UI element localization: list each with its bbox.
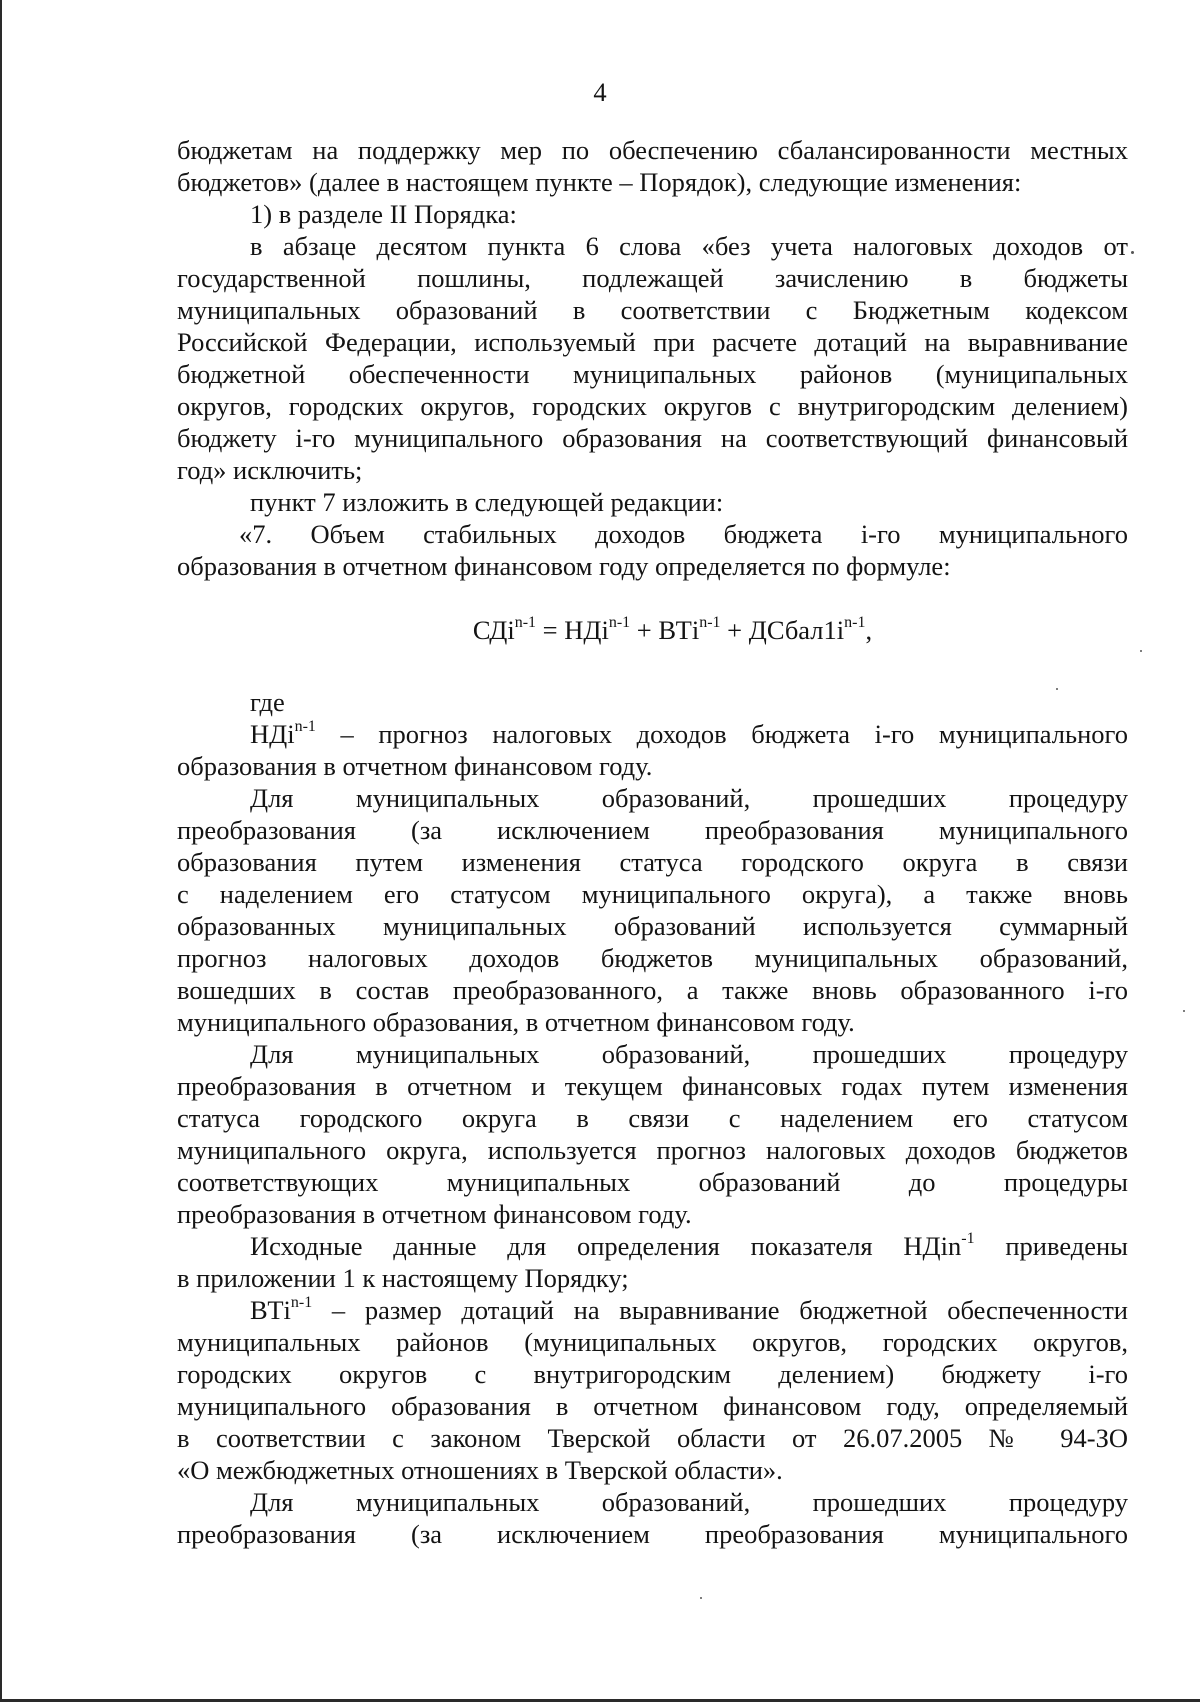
definition-text: – размер дотаций на выравнивание бюджетной обеспеченности [312,1295,1128,1325]
text-line [177,1230,1128,1262]
scan-speck [1056,688,1058,690]
term-sup: n-1 [294,718,316,736]
text-line: городских округов с внутригородским делением) бюджету i-го [177,1359,1128,1389]
text-line: «О межбюджетных отношениях в Тверской области». [177,1455,783,1485]
text-line: преобразования (за исключением преобразования муниципального [177,815,1128,845]
text-line: бюджетной обеспеченности муниципальных районов (муниципальных [177,359,1128,389]
term-ndi: НДi [250,719,295,749]
text-line: муниципальных районов (муниципальных округов, городских округов, [177,1327,1128,1357]
scan-speck [1131,251,1134,254]
text-line [177,718,1128,750]
text-line: соответствующих муниципальных образований до процедуры [177,1167,1128,1197]
formula-stable-income [177,614,1128,654]
text-segment: приведены [974,1231,1128,1261]
text-line: образования в отчетном финансовом году определяется по формуле: [177,551,951,581]
text-segment: Исходные данные для определения показателя НДin [250,1231,962,1261]
text-line: бюджетов» (далее в настоящем пункте – Порядок), следующие изменения: [177,167,1022,197]
text-line: образованных муниципальных образований используется суммарный [177,911,1128,941]
text-line: в абзаце десятом пункта 6 слова «без учета налоговых доходов от [250,231,1128,261]
formula-sup: n-1 [844,614,866,632]
formula-dsbal: + ДСбал1i [720,615,845,645]
spacer [177,654,1128,686]
term-sup: -1 [961,1230,975,1248]
text-line: муниципальных образований в соответствии с Бюджетным кодексом [177,295,1128,325]
text-line: образования в отчетном финансовом году. [177,751,653,781]
text-line: 1) в разделе II Порядка: [250,199,517,229]
text-line: в приложении 1 к настоящему Порядку; [177,1263,629,1293]
formula-sup: n-1 [514,614,537,632]
text-line: преобразования (за исключением преобразования муниципального [177,1519,1128,1549]
page-number: 4 [593,77,607,107]
text-line: где [250,687,285,717]
term-sup: n-1 [290,1294,313,1312]
text-line: образования путем изменения статуса городского округа в связи [177,847,1128,877]
text-line: пункт 7 изложить в следующей редакции: [250,487,724,517]
text-line: преобразования в отчетном финансовом году. [177,1199,692,1229]
text-line: прогноз налоговых доходов бюджетов муниципальных образований, [177,943,1128,973]
text-line: статуса городского округа в связи с наделением его статусом [177,1103,1128,1133]
text-line: Для муниципальных образований, прошедших процедуру [250,783,1128,813]
scan-speck [1140,650,1142,652]
text-line: преобразования в отчетном и текущем финансовых годах путем изменения [177,1071,1128,1101]
text-line: вошедших в состав преобразованного, а также вновь образованного i-го [177,975,1128,1005]
text-line: Российской Федерации, используемый при расчете дотаций на выравнивание [177,327,1128,357]
text-line: округов, городских округов, городских округов с внутригородским делением) [177,391,1128,421]
spacer [177,582,1128,614]
formula-ndi: = НДi [536,615,609,645]
text-line: Для муниципальных образований, прошедших процедуру [250,1039,1128,1069]
formula-sup: n-1 [608,614,631,632]
text-line: муниципального образования в отчетном финансовом году, определяемый [177,1391,1128,1421]
term-vti: ВТi [250,1295,291,1325]
formula-tail: , [865,615,873,645]
definition-text: – прогноз налоговых доходов бюджета i-го муниципального [315,719,1128,749]
text-line: бюджетам на поддержку мер по обеспечению сбалансированности местных [177,135,1128,165]
formula-vti: + ВТi [630,615,700,645]
text-line: Для муниципальных образований, прошедших процедуру [250,1487,1128,1517]
text-line: государственной пошлины, подлежащей зачислению в бюджеты [177,263,1128,293]
text-line [177,1294,1128,1326]
text-line: год» исключить; [177,455,363,485]
formula-sdi: СДi [472,615,515,645]
scan-speck [700,1597,702,1599]
document-body [177,134,1128,1550]
scan-speck [1183,1010,1185,1012]
text-line: «7. Объем стабильных доходов бюджета i-го муниципального [239,519,1128,549]
text-line: с наделением его статусом муниципального округа), а также вновь [177,879,1128,909]
text-line: муниципального образования, в отчетном финансовом году. [177,1007,855,1037]
text-line: бюджету i-го муниципального образования на соответствующий финансовый [177,423,1128,453]
text-line: муниципального округа, используется прогноз налоговых доходов бюджетов [177,1135,1128,1165]
scan-edge-left [0,0,2,1702]
text-line: в соответствии с законом Тверской области от 26.07.2005 № 94-ЗО [177,1423,1128,1453]
formula-sup: n-1 [699,614,721,632]
